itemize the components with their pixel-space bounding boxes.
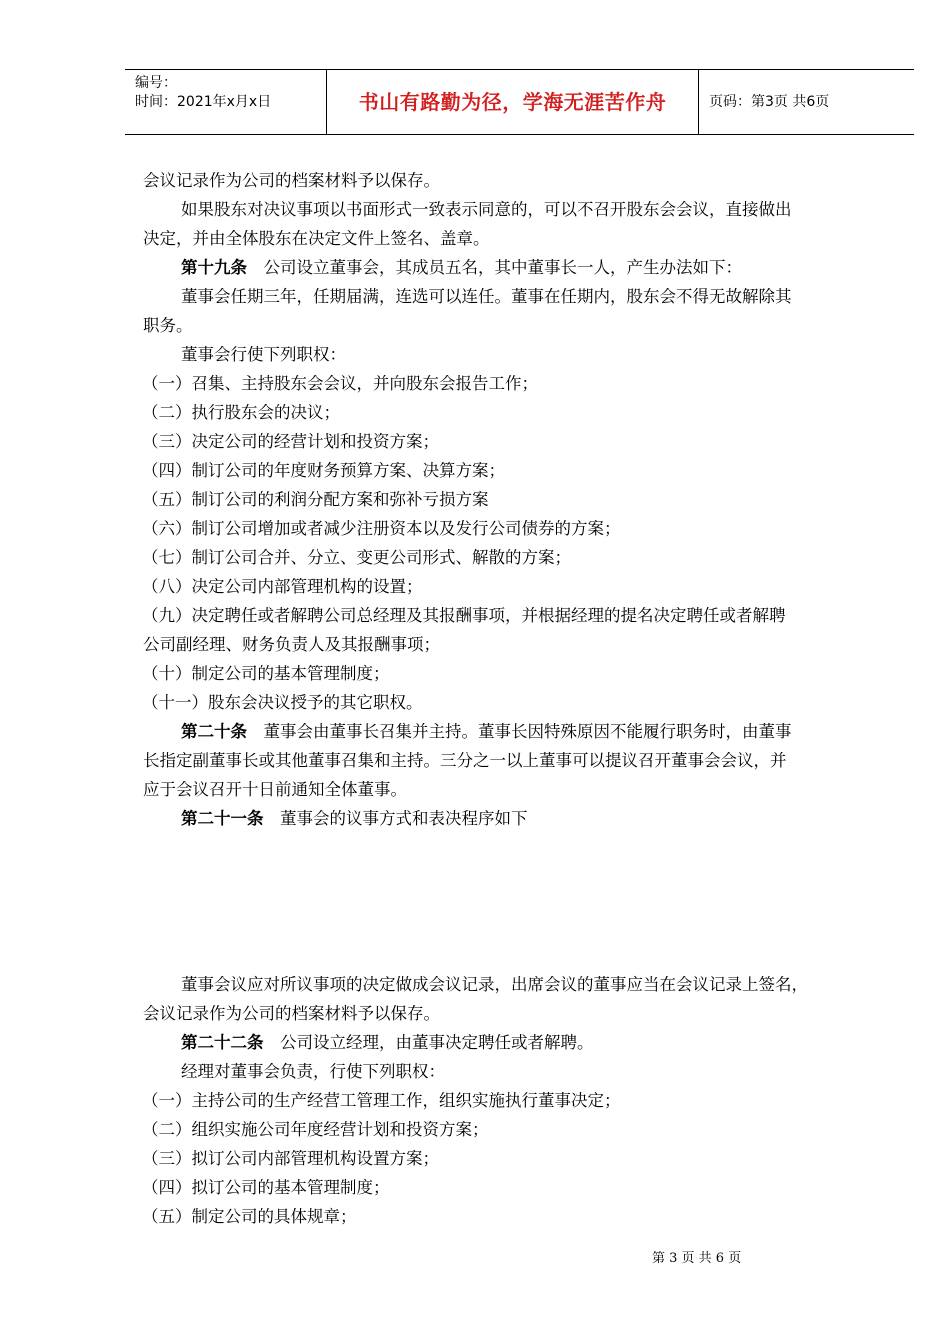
list-item: （十一）股东会决议授予的其它职权。 xyxy=(142,693,423,712)
article-number: 第二十条 xyxy=(181,722,247,741)
header-motto: 书山有路勤为径，学海无涯苦作舟 xyxy=(358,90,667,114)
paragraph: 经理对董事会负责，行使下列职权： xyxy=(181,1062,445,1081)
list-item: （一）主持公司的生产经营工管理工作，组织实施执行董事决定； xyxy=(142,1091,621,1110)
article-paragraph xyxy=(143,717,905,746)
paragraph: 董事会议应对所议事项的决定做成会议记录，出席会议的董事应当在会议记录上签名， xyxy=(181,975,808,994)
article-text: 董事会的议事方式和表决程序如下 xyxy=(280,809,528,828)
list-item: （二）组织实施公司年度经营计划和投资方案； xyxy=(142,1120,489,1139)
list-item: （五）制订公司的利润分配方案和弥补亏损方案 xyxy=(142,490,489,509)
list-item: （六）制订公司增加或者减少注册资本以及发行公司债券的方案； xyxy=(142,519,621,538)
article-text: 董事会由董事长召集并主持。董事长因特殊原因不能履行职务时，由董事 xyxy=(263,722,792,741)
article-paragraph xyxy=(143,253,905,282)
article-paragraph xyxy=(143,804,905,833)
paragraph: 职务。 xyxy=(143,316,193,335)
article-text: 公司设立经理，由董事决定聘任或者解聘。 xyxy=(280,1033,594,1052)
document-body xyxy=(143,166,905,1231)
paragraph: 如果股东对决议事项以书面形式一致表示同意的，可以不召开股东会会议，直接做出 xyxy=(181,200,792,219)
list-item: （二）执行股东会的决议； xyxy=(142,403,340,422)
paragraph: 长指定副董事长或其他董事召集和主持。三分之一以上董事可以提议召开董事会会议，并 xyxy=(143,751,787,770)
list-item: （五）制定公司的具体规章； xyxy=(142,1207,357,1226)
blank-space xyxy=(143,833,905,970)
list-item: （七）制订公司合并、分立、变更公司形式、解散的方案； xyxy=(142,548,571,567)
header-meta xyxy=(135,74,325,112)
article-number: 第二十一条 xyxy=(181,809,264,828)
article-number: 第十九条 xyxy=(181,258,247,277)
paragraph: 董事会任期三年，任期届满，连选可以连任。董事在任期内，股东会不得无故解除其 xyxy=(181,287,792,306)
list-item: （四）拟订公司的基本管理制度； xyxy=(142,1178,390,1197)
paragraph: 会议记录作为公司的档案材料予以保存。 xyxy=(143,171,440,190)
paragraph: 董事会行使下列职权： xyxy=(181,345,346,364)
article-text: 公司设立董事会，其成员五名，其中董事长一人，产生办法如下： xyxy=(263,258,742,277)
document-header xyxy=(125,69,914,135)
list-item: （九）决定聘任或者解聘公司总经理及其报酬事项，并根据经理的提名决定聘任或者解聘 xyxy=(142,606,786,625)
list-item: （三）决定公司的经营计划和投资方案； xyxy=(142,432,439,451)
footer-page-number: 第 3 页 共 6 页 xyxy=(652,1251,742,1266)
header-divider xyxy=(698,70,699,134)
code-label: 编号： xyxy=(135,75,177,91)
article-number: 第二十二条 xyxy=(181,1033,264,1052)
header-page-label: 页码：第3页 共6页 xyxy=(709,94,830,110)
paragraph: 应于会议召开十日前通知全体董事。 xyxy=(143,780,407,799)
list-item-continued: 公司副经理、财务负责人及其报酬事项； xyxy=(143,635,440,654)
list-item: （三）拟订公司内部管理机构设置方案； xyxy=(142,1149,439,1168)
time-label: 时间：2021年x月x日 xyxy=(135,94,272,110)
article-paragraph xyxy=(143,1028,905,1057)
list-item: （一）召集、主持股东会会议，并向股东会报告工作； xyxy=(142,374,538,393)
list-item: （十）制定公司的基本管理制度； xyxy=(142,664,390,683)
list-item: （八）决定公司内部管理机构的设置； xyxy=(142,577,423,596)
list-item: （四）制订公司的年度财务预算方案、决算方案； xyxy=(142,461,505,480)
paragraph: 决定，并由全体股东在决定文件上签名、盖章。 xyxy=(143,229,490,248)
paragraph: 会议记录作为公司的档案材料予以保存。 xyxy=(143,1004,440,1023)
